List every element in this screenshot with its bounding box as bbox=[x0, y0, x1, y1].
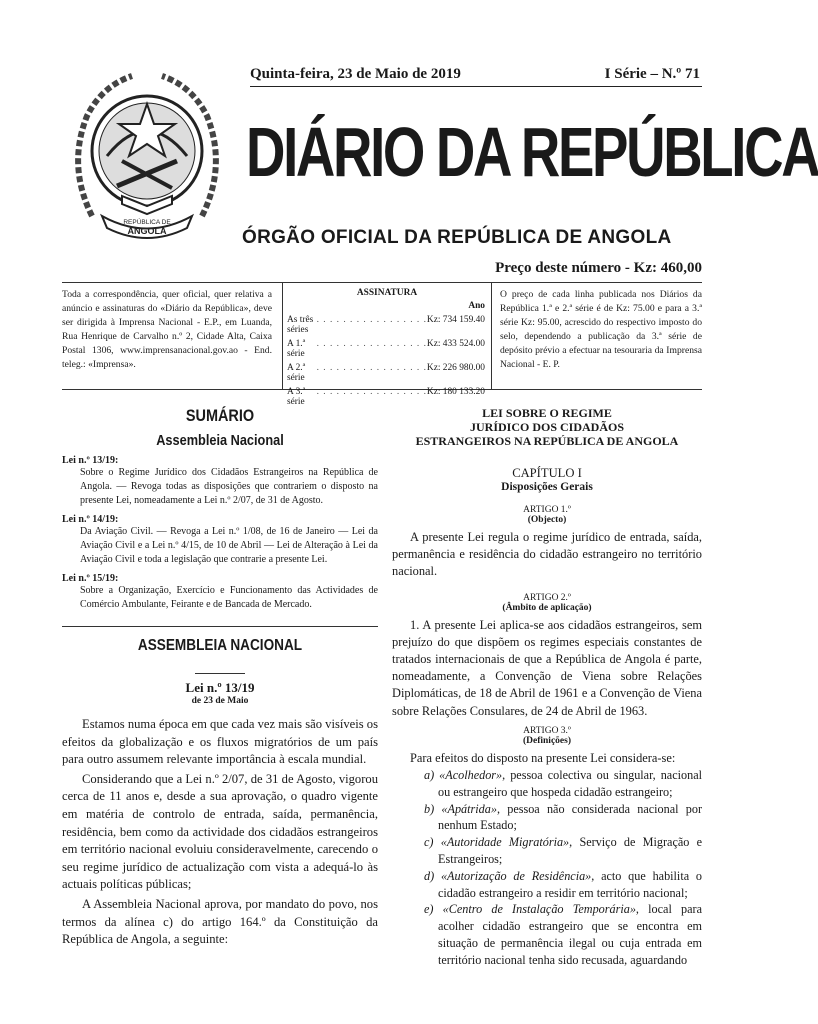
article-number: ARTIGO 3.º bbox=[523, 725, 571, 736]
pricing-note: O preço de cada linha publicada nos Diários da República 1.ª e 2.ª série é de Kz: 75.00 e para a 3.ª série Kz: 95.00, acrescido do respectivo imposto do selo, dependendo a publicação da 3.ª série de depósito prévio a efectuar na tesouraria da Imprensa Nacional - E. P. bbox=[500, 289, 702, 370]
subscription-row-label: As três séries bbox=[287, 315, 314, 335]
summary-law-ref: Lei n.º 15/19: bbox=[62, 573, 119, 584]
page-title: DIÁRIO DA REPÚBLICA bbox=[246, 113, 818, 191]
chapter-number: CAPÍTULO I bbox=[512, 466, 582, 480]
summary-law-ref: Lei n.º 13/19: bbox=[62, 455, 119, 466]
definition-item bbox=[392, 801, 702, 835]
definition-letter: d) bbox=[424, 868, 435, 883]
summary-law-ref: Lei n.º 14/19: bbox=[62, 514, 119, 525]
date-line bbox=[250, 66, 700, 83]
law-heading-line: LEI SOBRE O REGIME bbox=[482, 406, 612, 420]
definition-term: «Autoridade Migratória» bbox=[440, 835, 570, 850]
law-title: Lei n.º 13/19 bbox=[185, 680, 255, 695]
law-heading-line: ESTRANGEIROS NA REPÚBLICA DE ANGOLA bbox=[415, 434, 679, 448]
republic-emblem bbox=[62, 66, 232, 246]
definition-text: , pessoa não considerada nacional por nenhum Estado; bbox=[438, 801, 702, 833]
subscription-row-value: Kz: 734 159.40 bbox=[426, 315, 485, 325]
article-number: ARTIGO 1.º bbox=[523, 505, 571, 515]
info-box bbox=[62, 282, 702, 407]
issue-number: I Série – N.º 71 bbox=[604, 66, 700, 82]
definition-text: , pessoa colectiva ou singular, nacional ou estrangeiro que hospeda cidadão estrangeiro; bbox=[438, 768, 702, 799]
definition-term: «Apátrida» bbox=[441, 801, 497, 816]
issue-date: Quinta-feira, 23 de Maio de 2019 bbox=[250, 66, 461, 82]
subscription-row-label: A 3.ª série bbox=[287, 387, 306, 407]
law-date: de 23 de Maio bbox=[191, 696, 249, 706]
emblem-text: ANGOLA bbox=[127, 226, 167, 236]
subscription-row bbox=[283, 315, 491, 335]
chapter-title: Disposições Gerais bbox=[501, 481, 593, 493]
subscription-row-label: A 1.ª série bbox=[287, 339, 306, 359]
definition-term: «Centro de Instalação Temporária» bbox=[442, 902, 636, 917]
subscription-row-dots: . . . . . . . . . . . . . . . . . bbox=[316, 315, 427, 325]
definition-text: , Serviço de Migração e Estrangeiros; bbox=[438, 835, 702, 867]
header-rule bbox=[250, 86, 702, 87]
definition-text: , local para acolher cidadão estrangeiro que se encontra em situação de permanência ilegal ou cuja entrada em território nacional tenha sido recusada, aguardando bbox=[438, 902, 703, 967]
definition-item bbox=[392, 834, 702, 868]
section-heading: ASSEMBLEIA NACIONAL bbox=[137, 637, 303, 654]
left-column bbox=[62, 400, 378, 949]
emblem-text-top: REPÚBLICA DE bbox=[123, 219, 171, 226]
subscription-row bbox=[283, 339, 491, 359]
definition-letter: a) bbox=[424, 768, 435, 783]
summary-law-desc: Sobre a Organização, Exercício e Funcionamento das Actividades de Comércio Ambulante, Feirante e de Bancada de Mercado. bbox=[80, 585, 378, 610]
subscription-row-value: Kz: 226 980.00 bbox=[426, 363, 485, 373]
definition-letter: c) bbox=[424, 835, 434, 850]
law-title-rule bbox=[195, 673, 245, 674]
section-divider bbox=[62, 626, 378, 627]
article-text: 1. A presente Lei aplica-se aos cidadãos estrangeiros, sem prejuízo do que dispõem os regimes especiais constantes de tratados internacionais de que a República de Angola é parte, nomeadamente, a Convenção de Viena sobre Relações Diplomáticas, de 18 de Abril de 1961 e a Convenção de Viena sobre Relações Consulares, de 24 de Abril de 1963. bbox=[392, 617, 702, 718]
subscription-row-value: Kz: 433 524.00 bbox=[426, 339, 485, 349]
subscription-row-dots: . . . . . . . . . . . . . . . . . bbox=[316, 339, 427, 349]
issue-price: Preço deste número - Kz: 460,00 bbox=[495, 260, 702, 276]
definition-letter: e) bbox=[424, 902, 434, 917]
definition-text: , acto que habilita o cidadão estrangeiro a residir em território nacional; bbox=[438, 868, 702, 900]
article-title: (Âmbito de aplicação) bbox=[502, 602, 592, 613]
article-title: (Definições) bbox=[522, 735, 571, 746]
emblem-icon bbox=[62, 66, 232, 246]
subscription-row-value: Kz: 180 133.20 bbox=[426, 387, 485, 397]
definition-term: «Autorização de Residência» bbox=[440, 868, 592, 883]
definition-item bbox=[392, 868, 702, 902]
article-intro: Para efeitos do disposto na presente Lei considera-se: bbox=[410, 750, 676, 765]
subscription-row bbox=[283, 363, 491, 383]
subscription-row-dots: . . . . . . . . . . . . . . . . . bbox=[316, 387, 427, 397]
summary-body: Assembleia Nacional bbox=[156, 432, 284, 449]
summary-law-desc: Sobre o Regime Jurídico dos Cidadãos Estrangeiros na República de Angola. — Revoga todas as disposições que contrariem o disposto na presente Lei, nomeadamente a Lei n.º 2/07, de 31 de Agosto. bbox=[80, 467, 378, 506]
law-heading-line: JURÍDICO DOS CIDADÃOS bbox=[469, 420, 625, 434]
subscription-row-label: A 2.ª série bbox=[287, 363, 306, 383]
preamble-paragraph: A Assembleia Nacional aprova, por mandato do povo, nos termos da alínea c) do artigo 164.º da Constituição da República de Angola, a seguinte: bbox=[62, 896, 378, 947]
preamble-paragraph: Estamos numa época em que cada vez mais são visíveis os efeitos da globalização e os fluxos migratórios de um país para outro assumem relevante importância à escala mundial. bbox=[62, 717, 378, 767]
summary-heading: SUMÁRIO bbox=[185, 406, 255, 425]
subscription-year-label: Ano bbox=[468, 301, 485, 311]
summary-law-desc: Da Aviação Civil. — Revoga a Lei n.º 1/08, de 16 de Janeiro — Lei da Aviação Civil e a Lei n.º 4/15, de 10 de Abril — Lei de Alteração à Lei da Aviação Civil e toda a legislação que contrarie a presente Lei. bbox=[80, 526, 378, 565]
subscription-table bbox=[282, 283, 492, 407]
article-title: (Objecto) bbox=[527, 515, 567, 525]
correspondence-note: Toda a correspondência, quer oficial, quer relativa a anúncio e assinaturas do «Diário da República», deve ser dirigida à Imprensa Nacional - E.P., em Luanda, Rua Henrique de Carvalho n.º 2, Cidade Alta, Caixa Postal 1306, www.imprensanacional.gov.ao - End. teleg.: «Imprensa». bbox=[62, 289, 272, 370]
right-column bbox=[392, 400, 702, 969]
definition-letter: b) bbox=[424, 801, 435, 816]
subscription-row-dots: . . . . . . . . . . . . . . . . . bbox=[316, 363, 427, 373]
definition-term: «Acolhedor» bbox=[439, 768, 503, 783]
preamble-paragraph: Considerando que a Lei n.º 2/07, de 31 de Agosto, vigorou cerca de 11 anos e, desde a sua aprovação, o quadro vigente em matéria de controlo de entrada, saída, permanência, residência, bem como da actividade dos cidadãos estrangeiros em território nacional evoluiu consideravelmente, carecendo o seu regime jurídico de actualização com vista a adequá-lo às actuais políticas públicas; bbox=[62, 771, 378, 892]
article-text: A presente Lei regula o regime jurídico de entrada, saída, permanência e residência do cidadão estrangeiro no território nacional. bbox=[392, 530, 702, 579]
definition-item bbox=[392, 767, 702, 801]
subscription-header: ASSINATURA bbox=[356, 288, 418, 298]
article-number: ARTIGO 2.º bbox=[523, 592, 571, 603]
page-subtitle: ÓRGÃO OFICIAL DA REPÚBLICA DE ANGOLA bbox=[242, 227, 672, 248]
definition-item bbox=[392, 901, 702, 968]
